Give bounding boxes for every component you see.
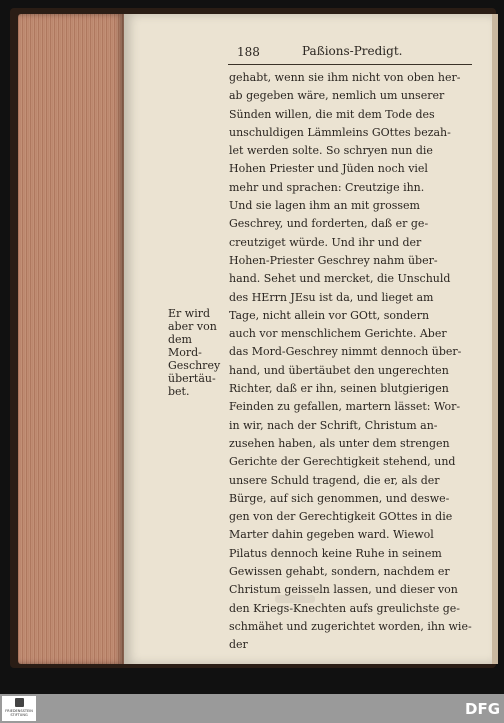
text-line: Gerichte der Gerechtigkeit stehend, und	[229, 455, 456, 469]
text-line: hand. Sehet und mercket, die Unschuld	[229, 272, 451, 286]
page-number: 188	[237, 45, 260, 59]
marginal-line: aber von	[168, 320, 217, 333]
text-line: let werden solte. So schryen nun die	[229, 144, 433, 158]
text-line: des HErrn JEsu ist da, und lieget am	[229, 290, 434, 304]
marginal-note	[168, 307, 224, 398]
text-line: Geschrey, und forderten, daß er ge-	[229, 217, 429, 231]
text-line: Bürge, auf sich genommen, und deswe-	[229, 491, 450, 505]
logo-text: FRIEDENSSTEIN STIFTUNG	[5, 709, 33, 717]
marginal-line: Geschrey	[168, 359, 221, 372]
text-line: in wir, nach der Schrift, Christum an-	[229, 418, 438, 432]
text-line: das Mord-Geschrey nimmt dennoch über-	[229, 345, 462, 359]
text-line: Hohen-Priester Geschrey nahm über-	[229, 253, 438, 267]
library-logo	[2, 696, 36, 721]
text-line: creutziget würde. Und ihr und der	[229, 235, 422, 249]
text-line: auch vor menschlichem Gerichte. Aber	[229, 327, 447, 341]
running-title: Paßions-Predigt.	[302, 44, 403, 58]
text-line: der	[229, 638, 248, 652]
text-line: Richter, daß er ihn, seinen blutgierigen	[229, 382, 449, 396]
body-text	[229, 69, 475, 655]
text-line: Tage, nicht allein vor GOtt, sondern	[229, 308, 430, 322]
text-line: zusehen haben, als unter dem strengen	[229, 436, 450, 450]
dfg-logo: DFG	[465, 700, 501, 718]
text-line: mehr und sprachen: Creutzige ihn.	[229, 180, 425, 194]
page-edges	[18, 14, 124, 664]
text-line: hand, und übertäubet den ungerechten	[229, 363, 449, 377]
text-line: Pilatus dennoch keine Ruhe in seinem	[229, 546, 442, 560]
text-line: schmähet und zugerichtet worden, ihn wie-	[229, 619, 472, 633]
text-line: gen von der Gerechtigkeit GOttes in die	[229, 510, 453, 524]
text-line: Gewissen gehabt, sondern, nachdem er	[229, 565, 450, 579]
text-line: ab gegeben wäre, nemlich um unserer	[229, 89, 445, 103]
marginal-line: dem	[168, 333, 192, 346]
text-line: Marter dahin gegeben ward. Wiewol	[229, 528, 434, 542]
marginal-line: bet.	[168, 385, 190, 398]
text-line: unschuldigen Lämmleins GOttes bezah-	[229, 125, 451, 139]
text-line: den Kriegs-Knechten aufs greulichste ge-	[229, 601, 460, 615]
text-line: unsere Schuld tragend, die er, als der	[229, 473, 440, 487]
marginal-line: Er wird	[168, 307, 211, 320]
header-rule	[228, 64, 472, 65]
text-line: Und sie lagen ihm an mit grossem	[229, 199, 420, 213]
text-line: Sünden willen, die mit dem Tode des	[229, 107, 435, 121]
text-line: Hohen Priester und Jüden noch viel	[229, 162, 428, 176]
text-line: gehabt, wenn sie ihm nicht von oben her-	[229, 71, 461, 84]
text-line: Feinden zu gefallen, martern lässet: Wor-	[229, 400, 461, 414]
marginal-line: Mord-	[168, 346, 202, 359]
text-line: Christum geisseln lassen, und dieser von	[229, 583, 458, 597]
footer-bar	[0, 694, 504, 723]
marginal-line: übertäu-	[168, 372, 216, 385]
logo-mark-icon	[15, 698, 24, 707]
page-right-edge	[492, 14, 498, 664]
ink-smudge	[275, 595, 315, 603]
